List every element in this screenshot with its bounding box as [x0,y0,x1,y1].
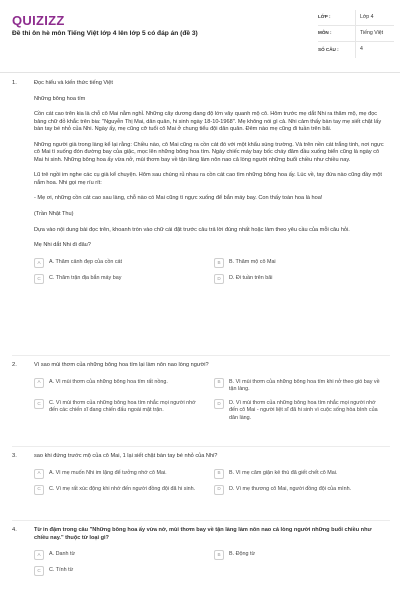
option-text: B. Động từ [229,551,256,558]
question-number: 1. [12,80,17,86]
option-text: C. Tính từ [49,567,74,574]
option-letter-box: D [214,485,224,495]
question-divider [12,446,390,447]
option-letter-box: C [34,485,44,495]
answer-option[interactable] [34,566,206,576]
answer-option[interactable] [214,485,386,495]
story-paragraph: - Mẹ ơi, những cồn cát cao sau làng, chỗ nào có Mai cũng tì ngực xuống để bắn máy bay. Con thấy toàn hoa là hoa! [34,195,323,202]
question-text-suffix: cả lòng người những buổi chiều như chiều nay." thuộc từ loại gì? [34,527,372,541]
answer-option[interactable] [34,550,206,560]
meta-key: LỚP : [318,14,331,20]
option-letter-box: A [34,469,44,479]
question-text-prefix: Từ in đậm trong câu "Những bông hoa ấy vừa nở, mùi thơm bay về tận làng làm [34,527,250,533]
option-letter-box: D [214,399,224,409]
answer-option[interactable] [34,469,206,479]
story-paragraph: Lũ trẻ ngồi im nghe các cụ già kể chuyện. Hôm sau chúng rủ nhau ra cồn cát cao tìm những bông hoa ấy. Lúc về, tay đứa nào cũng đầy một nắm hoa. Nhi gọi mẹ ríu rít: [34,172,382,186]
question-body [34,362,386,422]
option-text: C. Vì mùi thơm của những bông hoa tím nhắc mọi người nhớ đến các chiến sĩ đang chiến đấu ngoài mặt trận. [49,400,196,414]
page-title: Đề thi ôn hè môn Tiếng Việt lớp 4 lên lớp 5 có đáp án (đề 3) [12,30,198,37]
answer-options [34,258,386,284]
question-divider [12,355,390,356]
option-text: D. Vì mẹ thương cô Mai, người đồng đội của mình. [229,485,352,492]
option-letter-box: B [214,550,224,560]
option-text: B. Thăm mộ cô Mai [229,258,276,265]
story-title: Những bông hoa tím [34,95,86,102]
option-letter-box: C [34,399,44,409]
story-author: (Trần Nhật Thu) [34,211,74,218]
answer-option[interactable] [34,274,206,284]
story-paragraph: Cồn cát cao trên kia là chỗ cô Mai nằm nghỉ. Những cây dương đang độ lớn vây quanh mộ cô. Hôm trước mẹ dắt Nhi ra thăm mộ, mẹ đọc bảng chữ đỏ khắc trên bia: "Nguyễn Thị Mai, dân quân, hi sinh ngày 18-10-1968". Mẹ không nói gì cả. Nhi cảm thấy bàn tay mẹ siết chặt lấy bàn tay bé nhỏ của Nhi. Ngày ấy, mẹ cũng cỡ tuổi cô Mai ở chung tiểu đội dân quân. Đêm nào mẹ cũng đi tuần trên bãi. [34,111,382,133]
answer-option[interactable] [34,258,206,268]
meta-key: MÔN : [318,30,332,36]
question-number: 4. [12,527,17,533]
option-letter-box: A [34,550,44,560]
meta-value: Lớp 4 [355,10,394,25]
question-text-highlight: nôn nao [249,527,272,533]
option-text: A. Thăm cảnh đẹp của cồn cát [49,258,123,265]
meta-row-subject [318,26,394,42]
header-divider [0,72,400,73]
option-text: B. Vì mẹ căm giận kẻ thù đã giết chết cô Mai. [229,469,338,476]
option-text: C. Thăm trận địa bắn máy bay [49,274,122,281]
answer-option[interactable] [34,378,206,394]
option-letter-box: D [214,274,224,284]
section-intro: Đọc hiểu và kiến thức tiếng Việt [34,80,113,86]
meta-value: Tiếng Việt [355,26,394,41]
answer-options [34,550,386,576]
meta-key: SỐ CÂU : [318,46,339,52]
option-letter-box: A [34,378,44,388]
option-text: B. Vì mùi thơm của những bông hoa tím khi nở theo gió bay về tận làng. [229,378,380,392]
option-text: A. Vì mẹ muốn Nhi im lặng để tưởng nhớ cô Mai. [49,469,167,476]
option-letter-box: B [214,469,224,479]
question-body [34,527,386,576]
answer-option[interactable] [214,399,386,422]
option-text: C. Vì mẹ rất xúc động khi nhớ đến người đồng đội đã hi sinh. [49,485,196,492]
question-number: 2. [12,362,17,368]
question-divider [12,520,390,521]
quizizz-logo: QUIZIZZ [12,13,65,28]
question-text: Vì sao mùi thơm của những bông hoa tím lại làm nôn nao lòng người? [34,362,209,368]
instruction-text: Dựa vào nội dung bài đọc trên, khoanh tròn vào chữ cái đặt trước câu trả lời đúng nhất hoặc làm theo yêu cầu của mỗi câu hỏi. [34,226,350,233]
question-text: sao khi đứng trước mộ của cô Mai, 1 lại siết chặt bàn tay bé nhỏ của Nhi? [34,453,218,459]
answer-option[interactable] [214,378,386,394]
option-letter-box: A [34,258,44,268]
question-body [34,80,386,284]
option-letter-box: B [214,378,224,388]
meta-row-count [318,42,394,58]
option-letter-box: B [214,258,224,268]
answer-options [34,378,386,422]
option-text: A. Danh từ [49,551,76,558]
question-body [34,453,386,495]
question-text: Mẹ Nhi dắt Nhi đi đâu? [34,242,91,249]
answer-option[interactable] [214,274,386,284]
meta-value: 4 [355,42,394,58]
option-letter-box: C [34,566,44,576]
meta-row-class [318,10,394,26]
answer-option[interactable] [214,550,386,560]
answer-option[interactable] [214,469,386,479]
question-number: 3. [12,453,17,459]
option-letter-box: C [34,274,44,284]
story-paragraph: Những người già trong làng kể lại rằng: Chiều nào, cô Mai cũng ra cồn cát đó với một khẩu súng trường. Và trên nền cát trắng tinh, nơi ngực cô Mai tì xuống đón đường bay của giặc, mọc lên những bông hoa tím. Ngày chiếc máy bay bốc cháy đâm đầu xuống biển cũng là ngày cô Mai hi sinh. Những bông hoa ấy vừa nở, mùi thơm bay về tận làng làm nôn nao cả lòng người những buổi chiều như chiều nay. [34,141,384,163]
answer-option[interactable] [214,258,386,268]
option-text: D. Vì mùi thơm của những bông hoa tím nhắc mọi người nhớ đến cô Mai - người liệt sĩ đã hi sinh vì cuộc sống hòa bình của dân làng. [229,400,378,421]
answer-option[interactable] [34,399,206,422]
option-text: D. Đi tuần trên bãi [229,274,273,281]
question-text [34,527,386,542]
option-text: A. Vì mùi thơm của những bông hoa tím rất nồng. [49,378,168,385]
answer-options [34,469,386,495]
answer-option[interactable] [34,485,206,495]
quiz-meta-table [318,10,394,58]
quiz-header [0,0,400,80]
